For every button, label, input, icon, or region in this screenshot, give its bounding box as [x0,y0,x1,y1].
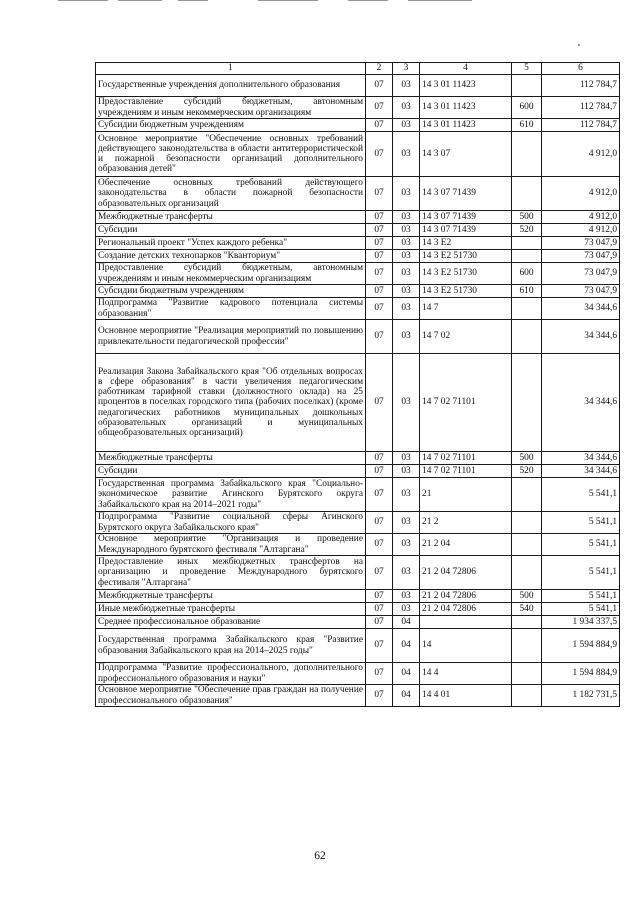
row-name: Субсидии [96,224,366,237]
row-target-code: 14 3 01 11423 [420,119,512,132]
row-target-code: 21 2 04 72806 [420,590,512,603]
row-subsection: 03 [393,285,420,298]
row-subsection: 03 [393,320,420,354]
row-section: 07 [366,478,393,512]
row-subsection: 04 [393,663,420,685]
row-subsection: 04 [393,616,420,629]
row-section: 07 [366,285,393,298]
row-name: Обеспечение основных требований действующего законодательства в области пожарной безопасности образовательных организаций [96,177,366,211]
row-target-code: 14 3 01 11423 [420,97,512,119]
table-row [96,478,620,512]
row-target-code: 14 3 Е2 [420,237,512,250]
row-section: 07 [366,534,393,556]
row-expense-type: 600 [512,97,542,119]
row-expense-type [512,354,542,452]
row-amount: 5 541,1 [542,590,620,603]
row-subsection: 03 [393,224,420,237]
row-section: 07 [366,298,393,320]
table-row [96,263,620,285]
row-expense-type [512,132,542,177]
table-body [96,75,620,707]
row-subsection: 03 [393,177,420,211]
row-target-code: 14 4 01 [420,685,512,707]
row-target-code: 14 7 02 71101 [420,465,512,478]
row-expense-type [512,177,542,211]
row-subsection: 03 [393,603,420,616]
table-header-row [96,63,620,75]
row-expense-type: 500 [512,590,542,603]
table-row [96,320,620,354]
row-name: Основное мероприятие "Организация и проведение Международного бурятского фестиваля "Алтаргана" [96,534,366,556]
row-name: Государственная программа Забайкальского края "Развитие образования Забайкальского края на 2014–2025 годы" [96,629,366,663]
row-amount: 5 541,1 [542,534,620,556]
table-row [96,616,620,629]
row-section: 07 [366,663,393,685]
row-name: Подпрограмма "Развитие кадрового потенциала системы образования" [96,298,366,320]
row-amount: 4 912,0 [542,132,620,177]
header-col-subsection: 3 [393,63,420,75]
row-amount: 1 934 337,5 [542,616,620,629]
row-name: Региональный проект "Успех каждого ребенка" [96,237,366,250]
row-expense-type [512,556,542,590]
table-row [96,132,620,177]
row-expense-type [512,75,542,97]
row-amount: 34 344,6 [542,320,620,354]
table-row [96,75,620,97]
row-subsection: 03 [393,298,420,320]
row-section: 07 [366,237,393,250]
table-row [96,603,620,616]
row-amount: 73 047,9 [542,250,620,263]
row-subsection: 03 [393,263,420,285]
row-section: 07 [366,556,393,590]
table-row [96,629,620,663]
row-target-code: 14 7 02 [420,320,512,354]
table-row [96,97,620,119]
row-section: 07 [366,629,393,663]
row-amount: 5 541,1 [542,603,620,616]
row-expense-type [512,237,542,250]
row-subsection: 03 [393,250,420,263]
table-row [96,556,620,590]
table-row [96,177,620,211]
row-expense-type [512,685,542,707]
row-name: Предоставление субсидий бюджетным, автономным учреждениям и иным некоммерческим организациям [96,263,366,285]
row-subsection: 03 [393,75,420,97]
header-col-section: 2 [366,63,393,75]
row-name: Межбюджетные трансферты [96,211,366,224]
row-expense-type [512,534,542,556]
row-section: 07 [366,263,393,285]
row-expense-type [512,298,542,320]
row-name: Основное мероприятие "Реализация мероприятий по повышению привлекательности педагогической профессии" [96,320,366,354]
row-expense-type: 540 [512,603,542,616]
row-target-code: 14 3 01 11423 [420,75,512,97]
row-target-code: 14 3 Е2 51730 [420,250,512,263]
table-row [96,354,620,452]
table-row [96,224,620,237]
row-target-code: 14 7 02 71101 [420,452,512,465]
row-amount: 1 182 731,5 [542,685,620,707]
row-subsection: 03 [393,556,420,590]
row-section: 07 [366,616,393,629]
row-subsection: 03 [393,478,420,512]
table-row [96,452,620,465]
row-target-code [420,616,512,629]
row-amount: 112 784,7 [542,97,620,119]
table-row [96,211,620,224]
row-name: Основное мероприятие "Обеспечение основных требований действующего законодательства в области антитеррористической и пожарной безопасности организаций дополнительного образования детей" [96,132,366,177]
row-target-code: 21 2 04 72806 [420,603,512,616]
row-target-code: 21 2 04 [420,534,512,556]
row-amount: 1 594 884,9 [542,663,620,685]
row-subsection: 03 [393,512,420,534]
row-section: 07 [366,250,393,263]
table-row [96,534,620,556]
row-subsection: 03 [393,590,420,603]
scan-speck [578,44,580,46]
row-amount: 5 541,1 [542,478,620,512]
row-expense-type: 500 [512,452,542,465]
row-expense-type [512,250,542,263]
row-section: 07 [366,97,393,119]
row-subsection: 03 [393,211,420,224]
row-subsection: 03 [393,237,420,250]
row-target-code: 14 3 Е2 51730 [420,263,512,285]
header-col-target-code: 4 [420,63,512,75]
top-scan-edge [0,0,640,2]
row-subsection: 04 [393,629,420,663]
row-amount: 112 784,7 [542,119,620,132]
table-row [96,119,620,132]
row-subsection: 04 [393,685,420,707]
row-subsection: 03 [393,354,420,452]
row-section: 07 [366,590,393,603]
row-name: Межбюджетные трансферты [96,452,366,465]
row-amount: 112 784,7 [542,75,620,97]
table-row [96,298,620,320]
row-name: Субсидии бюджетным учреждениям [96,119,366,132]
row-name: Реализация Закона Забайкальского края "Об отдельных вопросах в сфере образования" в части увеличения педагогическим работникам тарифной ставки (должностного оклада) на 25 процентов в поселках городского типа (рабочих поселках) (кроме педагогических работников муниципальных дошкольных образовательных организаций и муниципальных общеобразовательных организаций) [96,354,366,452]
row-name: Субсидии бюджетным учреждениям [96,285,366,298]
row-target-code: 14 [420,629,512,663]
row-name: Основное мероприятие "Обеспечение прав граждан на получение профессионального образования" [96,685,366,707]
header-col-name: 1 [96,63,366,75]
row-amount: 73 047,9 [542,237,620,250]
row-expense-type [512,663,542,685]
row-name: Государственные учреждения дополнительного образования [96,75,366,97]
row-expense-type: 610 [512,285,542,298]
row-target-code: 14 3 07 71439 [420,211,512,224]
row-section: 07 [366,512,393,534]
row-target-code: 21 [420,478,512,512]
row-name: Межбюджетные трансферты [96,590,366,603]
row-name: Подпрограмма "Развитие социальной сферы Агинского Бурятского округа Забайкальского края" [96,512,366,534]
row-section: 07 [366,320,393,354]
row-target-code: 14 3 07 71439 [420,224,512,237]
row-section: 07 [366,132,393,177]
row-expense-type: 500 [512,211,542,224]
table-row [96,250,620,263]
row-amount: 34 344,6 [542,354,620,452]
row-section: 07 [366,685,393,707]
row-expense-type [512,512,542,534]
row-expense-type: 520 [512,224,542,237]
row-section: 07 [366,452,393,465]
row-amount: 34 344,6 [542,465,620,478]
row-section: 07 [366,354,393,452]
header-col-expense-type: 5 [512,63,542,75]
row-target-code: 21 2 04 72806 [420,556,512,590]
row-section: 07 [366,177,393,211]
row-subsection: 03 [393,119,420,132]
row-target-code: 14 3 07 [420,132,512,177]
row-target-code: 14 4 [420,663,512,685]
row-section: 07 [366,75,393,97]
row-name: Предоставление иных межбюджетных трансфертов на организацию и проведение Международного бурятского фестиваля "Алтаргана" [96,556,366,590]
row-section: 07 [366,211,393,224]
row-section: 07 [366,119,393,132]
table-row [96,663,620,685]
row-subsection: 03 [393,534,420,556]
row-name: Подпрограмма "Развитие профессионального, дополнительного профессионального образования и науки" [96,663,366,685]
row-name: Предоставление субсидий бюджетным, автономным учреждениям и иным некоммерческим организациям [96,97,366,119]
row-name: Создание детских технопарков "Кванториум" [96,250,366,263]
row-subsection: 03 [393,97,420,119]
row-amount: 34 344,6 [542,452,620,465]
row-amount: 1 594 884,9 [542,629,620,663]
table-row [96,590,620,603]
table-row [96,285,620,298]
table-row [96,237,620,250]
row-target-code: 14 7 02 71101 [420,354,512,452]
row-target-code: 14 7 [420,298,512,320]
row-name: Государственная программа Забайкальского края "Социально-экономическое развитие Агинского Бурятского округа Забайкальского края на 2014–2021 годы" [96,478,366,512]
row-amount: 4 912,0 [542,177,620,211]
row-name: Субсидии [96,465,366,478]
row-expense-type: 520 [512,465,542,478]
row-amount: 73 047,9 [542,285,620,298]
row-amount: 73 047,9 [542,263,620,285]
table-row [96,465,620,478]
row-section: 07 [366,603,393,616]
row-target-code: 14 3 Е2 51730 [420,285,512,298]
row-subsection: 03 [393,132,420,177]
row-name: Среднее профессиональное образование [96,616,366,629]
budget-table [95,62,620,707]
row-section: 07 [366,224,393,237]
row-target-code: 21 2 [420,512,512,534]
row-amount: 4 912,0 [542,224,620,237]
row-expense-type: 610 [512,119,542,132]
row-expense-type: 600 [512,263,542,285]
row-expense-type [512,616,542,629]
table-row [96,685,620,707]
row-name: Иные межбюджетные трансферты [96,603,366,616]
row-subsection: 03 [393,465,420,478]
row-subsection: 03 [393,452,420,465]
row-amount: 4 912,0 [542,211,620,224]
page-number: 62 [314,850,326,862]
row-amount: 5 541,1 [542,556,620,590]
row-expense-type [512,320,542,354]
table-row [96,512,620,534]
row-amount: 5 541,1 [542,512,620,534]
header-col-amount: 6 [542,63,620,75]
row-expense-type [512,478,542,512]
row-target-code: 14 3 07 71439 [420,177,512,211]
row-expense-type [512,629,542,663]
row-section: 07 [366,465,393,478]
row-amount: 34 344,6 [542,298,620,320]
